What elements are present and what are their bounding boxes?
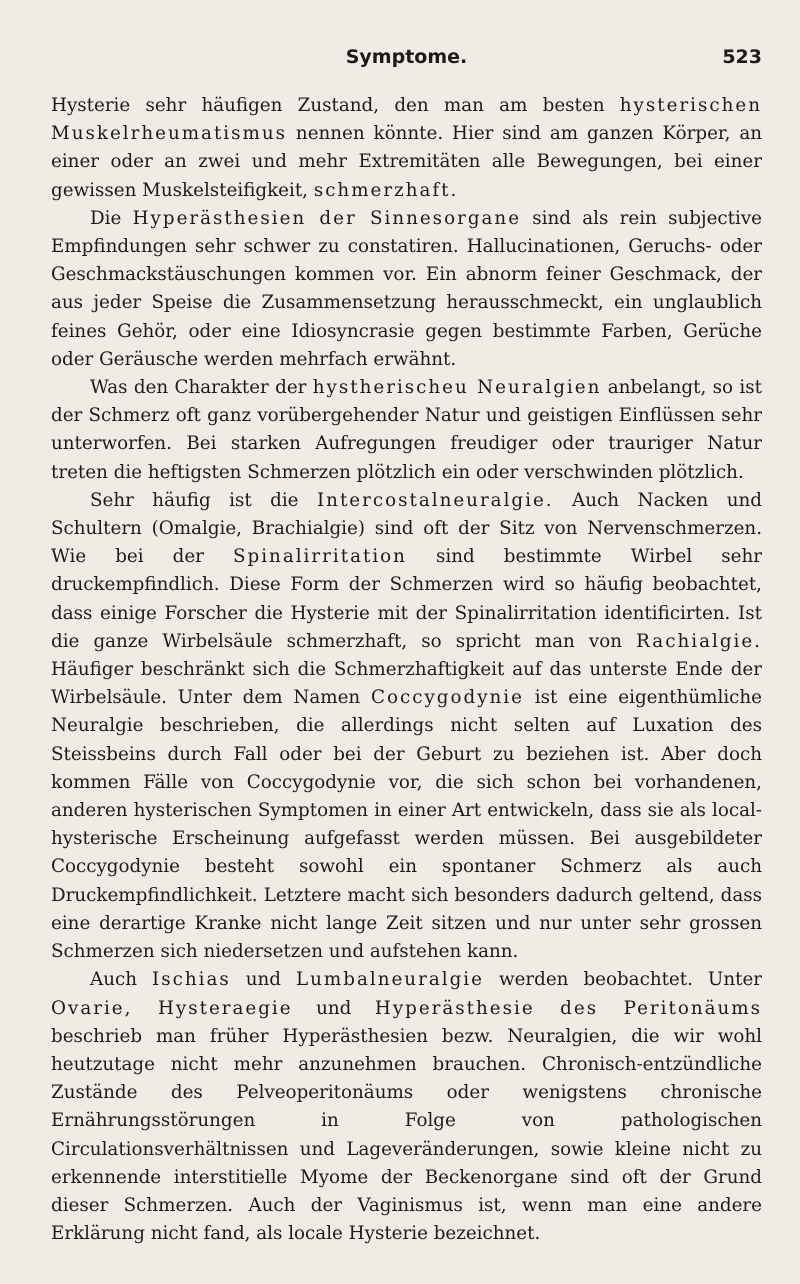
emphasized-term: Ischias — [152, 969, 231, 991]
text-run: Sehr häufig ist die — [90, 489, 317, 511]
emphasized-term: hysterischen Muskelrheumatismus — [51, 95, 762, 145]
text-run: werden beobachtet. Unter — [483, 969, 762, 991]
text-run: Was den Charakter der — [90, 377, 313, 399]
running-title: Symptome. — [345, 46, 468, 68]
text-run: Hysterie sehr häufigen Zustand, den man am besten — [51, 95, 620, 116]
emphasized-term: Ovarie, Hysteraegie — [51, 997, 293, 1019]
emphasized-term: Lumbalneuralgie — [296, 969, 484, 991]
paragraph — [51, 966, 762, 1248]
emphasized-term: Hyperästhesie des Peritonäums — [374, 997, 762, 1019]
text-run: sind als rein subjective Empfindungen sehr schwer zu constatiren. Hallucinationen, Geruchs- oder Geschmackstäuschungen kommen vor. Ein abnorm feiner Geschmack, der aus jeder Speise die Zusammensetzung herausschmeckt, ein unglaublich feines Gehör, oder eine Idiosyncrasie gegen bestimmte Farben, Gerüche oder Geräusche werden mehrfach erwähnt. — [51, 207, 762, 370]
text-run: sind bestimmte Wirbel sehr druckempfindlich. Diese Form der Schmerzen wird so häufig beobachtet, dass einige Forscher die Hysterie mit der Spinalirritation identificirten. Ist die ganze Wirbelsäule schmerzhaft, so spricht man von — [51, 546, 762, 652]
text-run: Auch — [90, 969, 152, 991]
page-header — [51, 46, 762, 86]
page-number: 523 — [722, 46, 762, 68]
text-run: und — [292, 997, 375, 1019]
text-run: beschrieb man früher Hyperästhesien bezw. Neuralgien, die wir wohl heutzutage nicht mehr anzunehmen brauchen. Chronisch-entzündliche Zustände des Pelveoperitonäums oder wenigstens chronische Ernährungsstörungen in Folge von pathologischen Circulationsverhältnissen und Lageveränderungen, sowie kleine nicht zu erkennende interstitielle Myome der Beckenorgane sind oft der Grund dieser Schmerzen. Auch der Vaginismus ist, wenn man eine andere Erklärung nicht fand, als locale Hysterie bezeichnet. — [51, 1025, 762, 1245]
emphasized-term: schmerzhaft. — [313, 179, 459, 201]
text-run: Auch Nacken und Schultern (Omalgie, Brachialgie) sind oft der Sitz von Nervenschmerzen. Wie bei der — [51, 489, 763, 568]
emphasized-term: Hyperästhesien der Sinnesorgane — [132, 207, 522, 229]
text-run: nennen könnte. Hier sind am ganzen Körper, an einer oder an zwei und mehr Extremitäten alle Bewegungen, bei einer gewissen Muskelsteifigkeit, — [51, 123, 762, 201]
emphasized-term: Intercostalneuralgie. — [316, 489, 554, 511]
paragraph — [51, 487, 762, 966]
emphasized-term: hystherischeu Neuralgien — [312, 377, 602, 399]
paragraph — [51, 92, 762, 205]
body-text — [51, 92, 762, 1248]
paragraph — [51, 374, 762, 487]
text-run: Die — [90, 207, 133, 229]
text-run: ist eine eigenthümliche Neuralgie beschrieben, die allerdings nicht selten auf Luxation des Steissbeins durch Fall oder bei der Geburt zu beziehen ist. Aber doch kommen Fälle von Coccygodynie vor, die sich schon bei vorhandenen, anderen hysterischen Symptomen in einer Art entwickeln, dass sie als local-hysterische Erscheinung aufgefasst werden müssen. Bei ausgebildeter Coccygodynie besteht sowohl ein spontaner Schmerz als auch Druckempfindlichkeit. Letztere macht sich besonders dadurch geltend, dass eine derartige Kranke nicht lange Zeit sitzen und nur unter sehr grossen Schmerzen sich niedersetzen und aufstehen kann. — [51, 687, 762, 963]
text-run: Häufiger beschränkt sich die Schmerzhaftigkeit auf das unterste Ende der Wirbelsäule. Unter dem Namen — [51, 659, 762, 709]
emphasized-term: Rachialgie. — [636, 630, 762, 652]
text-run: und — [230, 969, 297, 991]
text-run: anbelangt, so ist der Schmerz oft ganz vorübergehender Natur und geistigen Einflüssen sehr unterworfen. Bei starken Aufregungen freudiger oder trauriger Natur treten die heftigsten Schmerzen plötzlich ein oder verschwinden plötzlich. — [51, 377, 762, 483]
emphasized-term: Spinalirritation — [232, 546, 407, 568]
emphasized-term: Coccygodynie — [371, 687, 524, 709]
paragraph — [51, 205, 762, 374]
